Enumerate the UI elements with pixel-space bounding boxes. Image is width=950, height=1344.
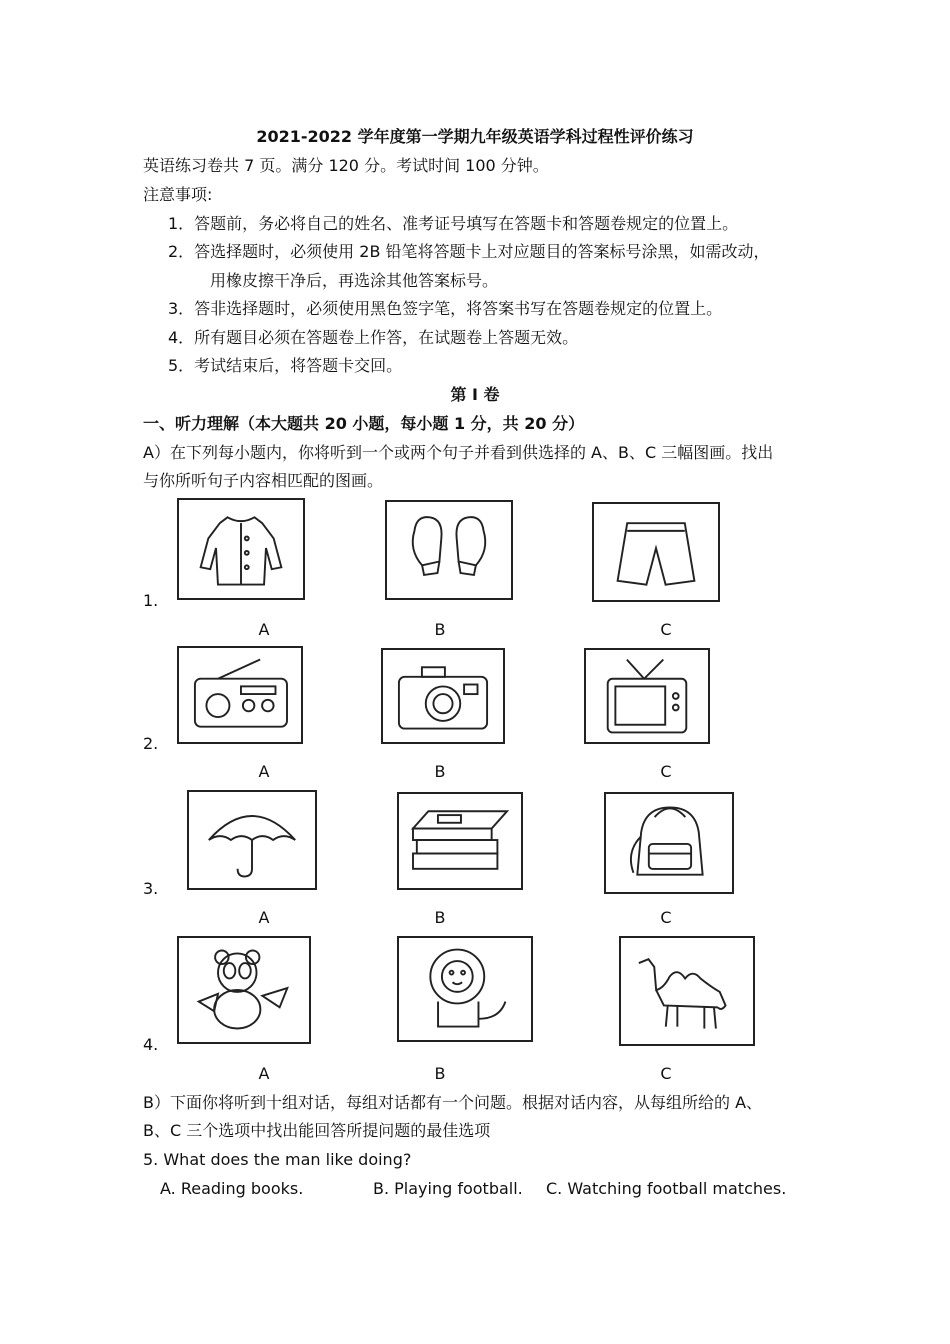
option-label: B	[434, 1064, 446, 1083]
books-icon[interactable]	[397, 792, 523, 890]
option-label: C	[660, 620, 672, 639]
notes-heading: 注意事项:	[143, 185, 213, 204]
shorts-icon[interactable]	[592, 502, 720, 602]
panda-icon[interactable]	[177, 936, 311, 1044]
note-item: 1．答题前，务必将自己的姓名、准考证号填写在答题卡和答题卷规定的位置上。	[168, 214, 739, 233]
note-item: 4．所有题目必须在答题卷上作答，在试题卷上答题无效。	[168, 328, 579, 347]
camera-icon[interactable]	[381, 648, 505, 744]
question-number: 1.	[143, 591, 159, 610]
part-title: 第 I 卷	[450, 385, 500, 404]
part-b-instructions: B）下面你将听到十组对话，每组对话都有一个问题。根据对话内容，从每组所给的 A、	[143, 1093, 763, 1112]
option-label: B	[434, 908, 446, 927]
coat-icon[interactable]	[177, 498, 305, 600]
option-label: A	[258, 620, 270, 639]
question-5-option-a[interactable]: A. Reading books.	[160, 1179, 304, 1198]
option-label: B	[434, 762, 446, 781]
question-5-option-b[interactable]: B. Playing football.	[373, 1179, 523, 1198]
question-number: 2.	[143, 734, 159, 753]
option-label: C	[660, 762, 672, 781]
question-5-option-c[interactable]: C. Watching football matches.	[546, 1179, 787, 1198]
note-item: 5．考试结束后，将答题卡交回。	[168, 356, 403, 375]
backpack-icon[interactable]	[604, 792, 734, 894]
note-item: 2．答选择题时，必须使用 2B 铅笔将答题卡上对应题目的答案标号涂黑，如需改动，	[168, 242, 770, 261]
note-item: 3．答非选择题时，必须使用黑色签字笔，将答案书写在答题卷规定的位置上。	[168, 299, 723, 318]
camel-icon[interactable]	[619, 936, 755, 1046]
question-5-text: 5. What does the man like doing?	[143, 1150, 412, 1169]
option-label: A	[258, 908, 270, 927]
question-number: 4.	[143, 1035, 159, 1054]
exam-info: 英语练习卷共 7 页。满分 120 分。考试时间 100 分钟。	[143, 156, 549, 175]
option-label: C	[660, 1064, 672, 1083]
tv-icon[interactable]	[584, 648, 710, 744]
exam-title: 2021-2022 学年度第一学期九年级英语学科过程性评价练习	[256, 127, 694, 146]
note-item-continued: 用橡皮擦干净后，再选涂其他答案标号。	[210, 271, 499, 290]
part-a-instructions-continued: 与你所听句子内容相匹配的图画。	[143, 471, 384, 490]
option-label: C	[660, 908, 672, 927]
umbrella-icon[interactable]	[187, 790, 317, 890]
section-heading: 一、听力理解（本大题共 20 小题，每小题 1 分，共 20 分）	[143, 414, 585, 433]
option-label: B	[434, 620, 446, 639]
option-label: A	[258, 762, 270, 781]
part-a-instructions: A）在下列每小题内，你将听到一个或两个句子并看到供选择的 A、B、C 三幅图画。找出	[143, 443, 774, 462]
part-b-instructions-continued: B、C 三个选项中找出能回答所提问题的最佳选项	[143, 1121, 491, 1140]
mittens-icon[interactable]	[385, 500, 513, 600]
question-number: 3.	[143, 879, 159, 898]
radio-icon[interactable]	[177, 646, 303, 744]
option-label: A	[258, 1064, 270, 1083]
lion-icon[interactable]	[397, 936, 533, 1042]
